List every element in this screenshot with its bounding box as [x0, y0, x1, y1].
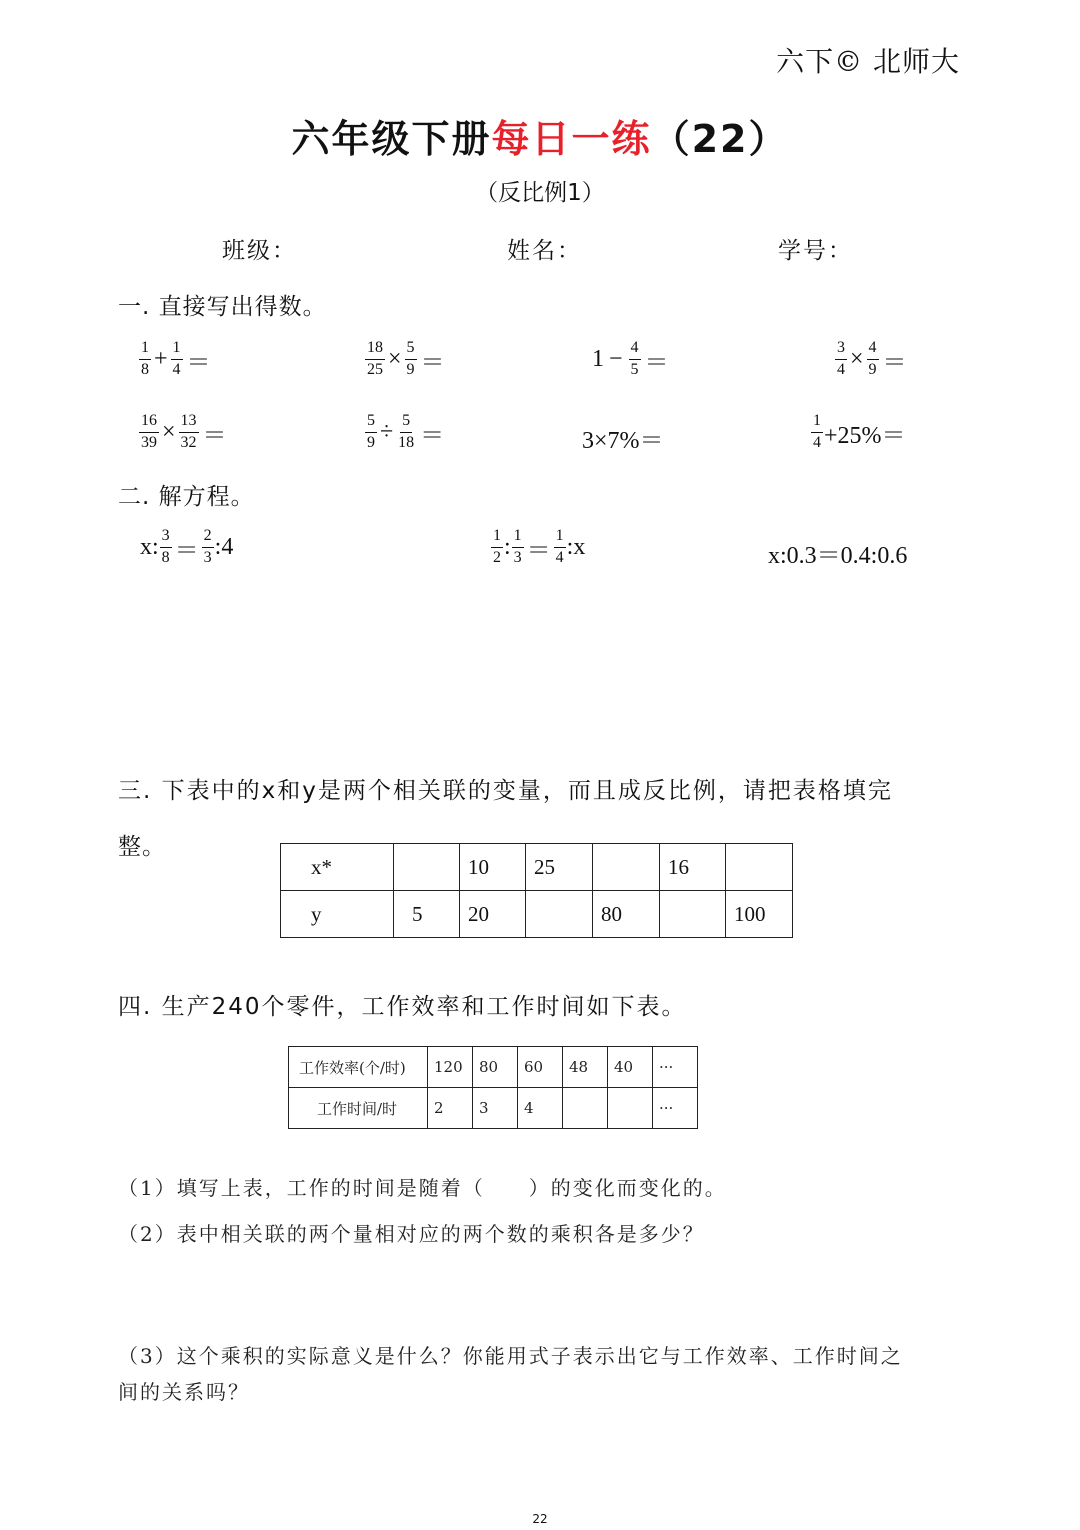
table-cell: y [281, 891, 394, 938]
calc-r1-e4: $\frac{3}{4}$ × $\frac{4}{9}$ ＝ [837, 339, 907, 378]
table-cell: 3 [473, 1088, 518, 1129]
table-cell: ··· [653, 1047, 698, 1088]
table-cell[interactable] [526, 891, 593, 938]
section2-heading: 二. 解方程。 [118, 484, 255, 510]
table-row-y [281, 891, 793, 938]
calc-r2-e3: 3×7%＝ [582, 428, 664, 454]
question-3-line1: （3）这个乘积的实际意义是什么？你能用式子表示出它与工作效率、工作时间之 [118, 1344, 903, 1368]
table-cell: 40 [608, 1047, 653, 1088]
calc-r1-e1: $\frac{1}{8}$ + $\frac{1}{4}$ ＝ [141, 339, 211, 378]
header-grade-publisher: 六下© 北师大 [776, 45, 960, 78]
title-part3: （22） [651, 117, 789, 161]
table-cell[interactable] [726, 844, 793, 891]
table-cell: 20 [460, 891, 526, 938]
page-subtitle: （反比例1） [475, 180, 605, 206]
table-cell: 10 [460, 844, 526, 891]
equation-2: $\frac{1}{2}$ : $\frac{1}{3}$ ＝ $\frac{1}{4}$ :x [493, 527, 586, 566]
table-cell[interactable] [563, 1088, 608, 1129]
table-cell: 25 [526, 844, 593, 891]
table-cell: 16 [660, 844, 726, 891]
question-2: （2）表中相关联的两个量相对应的两个数的乘积各是多少？ [118, 1222, 705, 1246]
table-cell[interactable] [593, 844, 660, 891]
section4-heading: 四. 生产240个零件，工作效率和工作时间如下表。 [118, 994, 687, 1020]
table-cell[interactable] [660, 891, 726, 938]
calc-r2-e2: $\frac{5}{9}$ ÷ $\frac{5}{18}$ ＝ [367, 412, 445, 451]
calc-r2-e1: $\frac{16}{39}$ × $\frac{13}{32}$ ＝ [141, 412, 227, 451]
name-label: 姓名： [507, 238, 582, 264]
section3-heading-line2: 整。 [118, 834, 166, 860]
section3-heading-line1: 三. 下表中的x和y是两个相关联的变量，而且成反比例，请把表格填完 [118, 778, 893, 804]
table-cell: 2 [428, 1088, 473, 1129]
table-cell: 4 [518, 1088, 563, 1129]
page-number: 22 [532, 1512, 548, 1526]
work-efficiency-table [288, 1046, 698, 1129]
table-cell: 80 [473, 1047, 518, 1088]
table-cell: x* [281, 844, 394, 891]
calc-r1-e2: $\frac{18}{25}$ × $\frac{5}{9}$ ＝ [367, 339, 445, 378]
table-cell: 120 [428, 1047, 473, 1088]
calc-r1-e3: 1 − $\frac{4}{5}$ ＝ [592, 339, 669, 378]
table-cell: 100 [726, 891, 793, 938]
class-label: 班级： [222, 238, 297, 264]
table-cell[interactable] [394, 844, 460, 891]
equation-3: x:0.3＝0.4:0.6 [768, 543, 908, 569]
title-part1: 六年级下册 [291, 117, 492, 161]
question-1: （1）填写上表，工作的时间是随着（ ）的变化而变化的。 [118, 1176, 727, 1200]
title-part2: 每日一练 [491, 117, 652, 161]
question-3-line2: 间的关系吗？ [118, 1380, 250, 1404]
student-id-label: 学号： [778, 238, 853, 264]
table-row-efficiency [289, 1047, 698, 1088]
table-cell[interactable] [608, 1088, 653, 1129]
table-cell: 60 [518, 1047, 563, 1088]
table-cell: 5 [394, 891, 460, 938]
table-row-x [281, 844, 793, 891]
inverse-proportion-table [280, 843, 793, 938]
table-cell: 80 [593, 891, 660, 938]
section1-heading: 一. 直接写出得数。 [118, 294, 327, 320]
table-cell: 工作效率(个/时) [289, 1047, 428, 1088]
page-title [0, 108, 1080, 163]
calc-r2-e4: $\frac{1}{4}$ +25%＝ [813, 412, 906, 451]
table-cell: ··· [653, 1088, 698, 1129]
equation-1: x: $\frac{3}{8}$ ＝ $\frac{2}{3}$ :4 [140, 527, 234, 566]
table-cell: 工作时间/时 [289, 1088, 428, 1129]
table-cell: 48 [563, 1047, 608, 1088]
table-row-time [289, 1088, 698, 1129]
